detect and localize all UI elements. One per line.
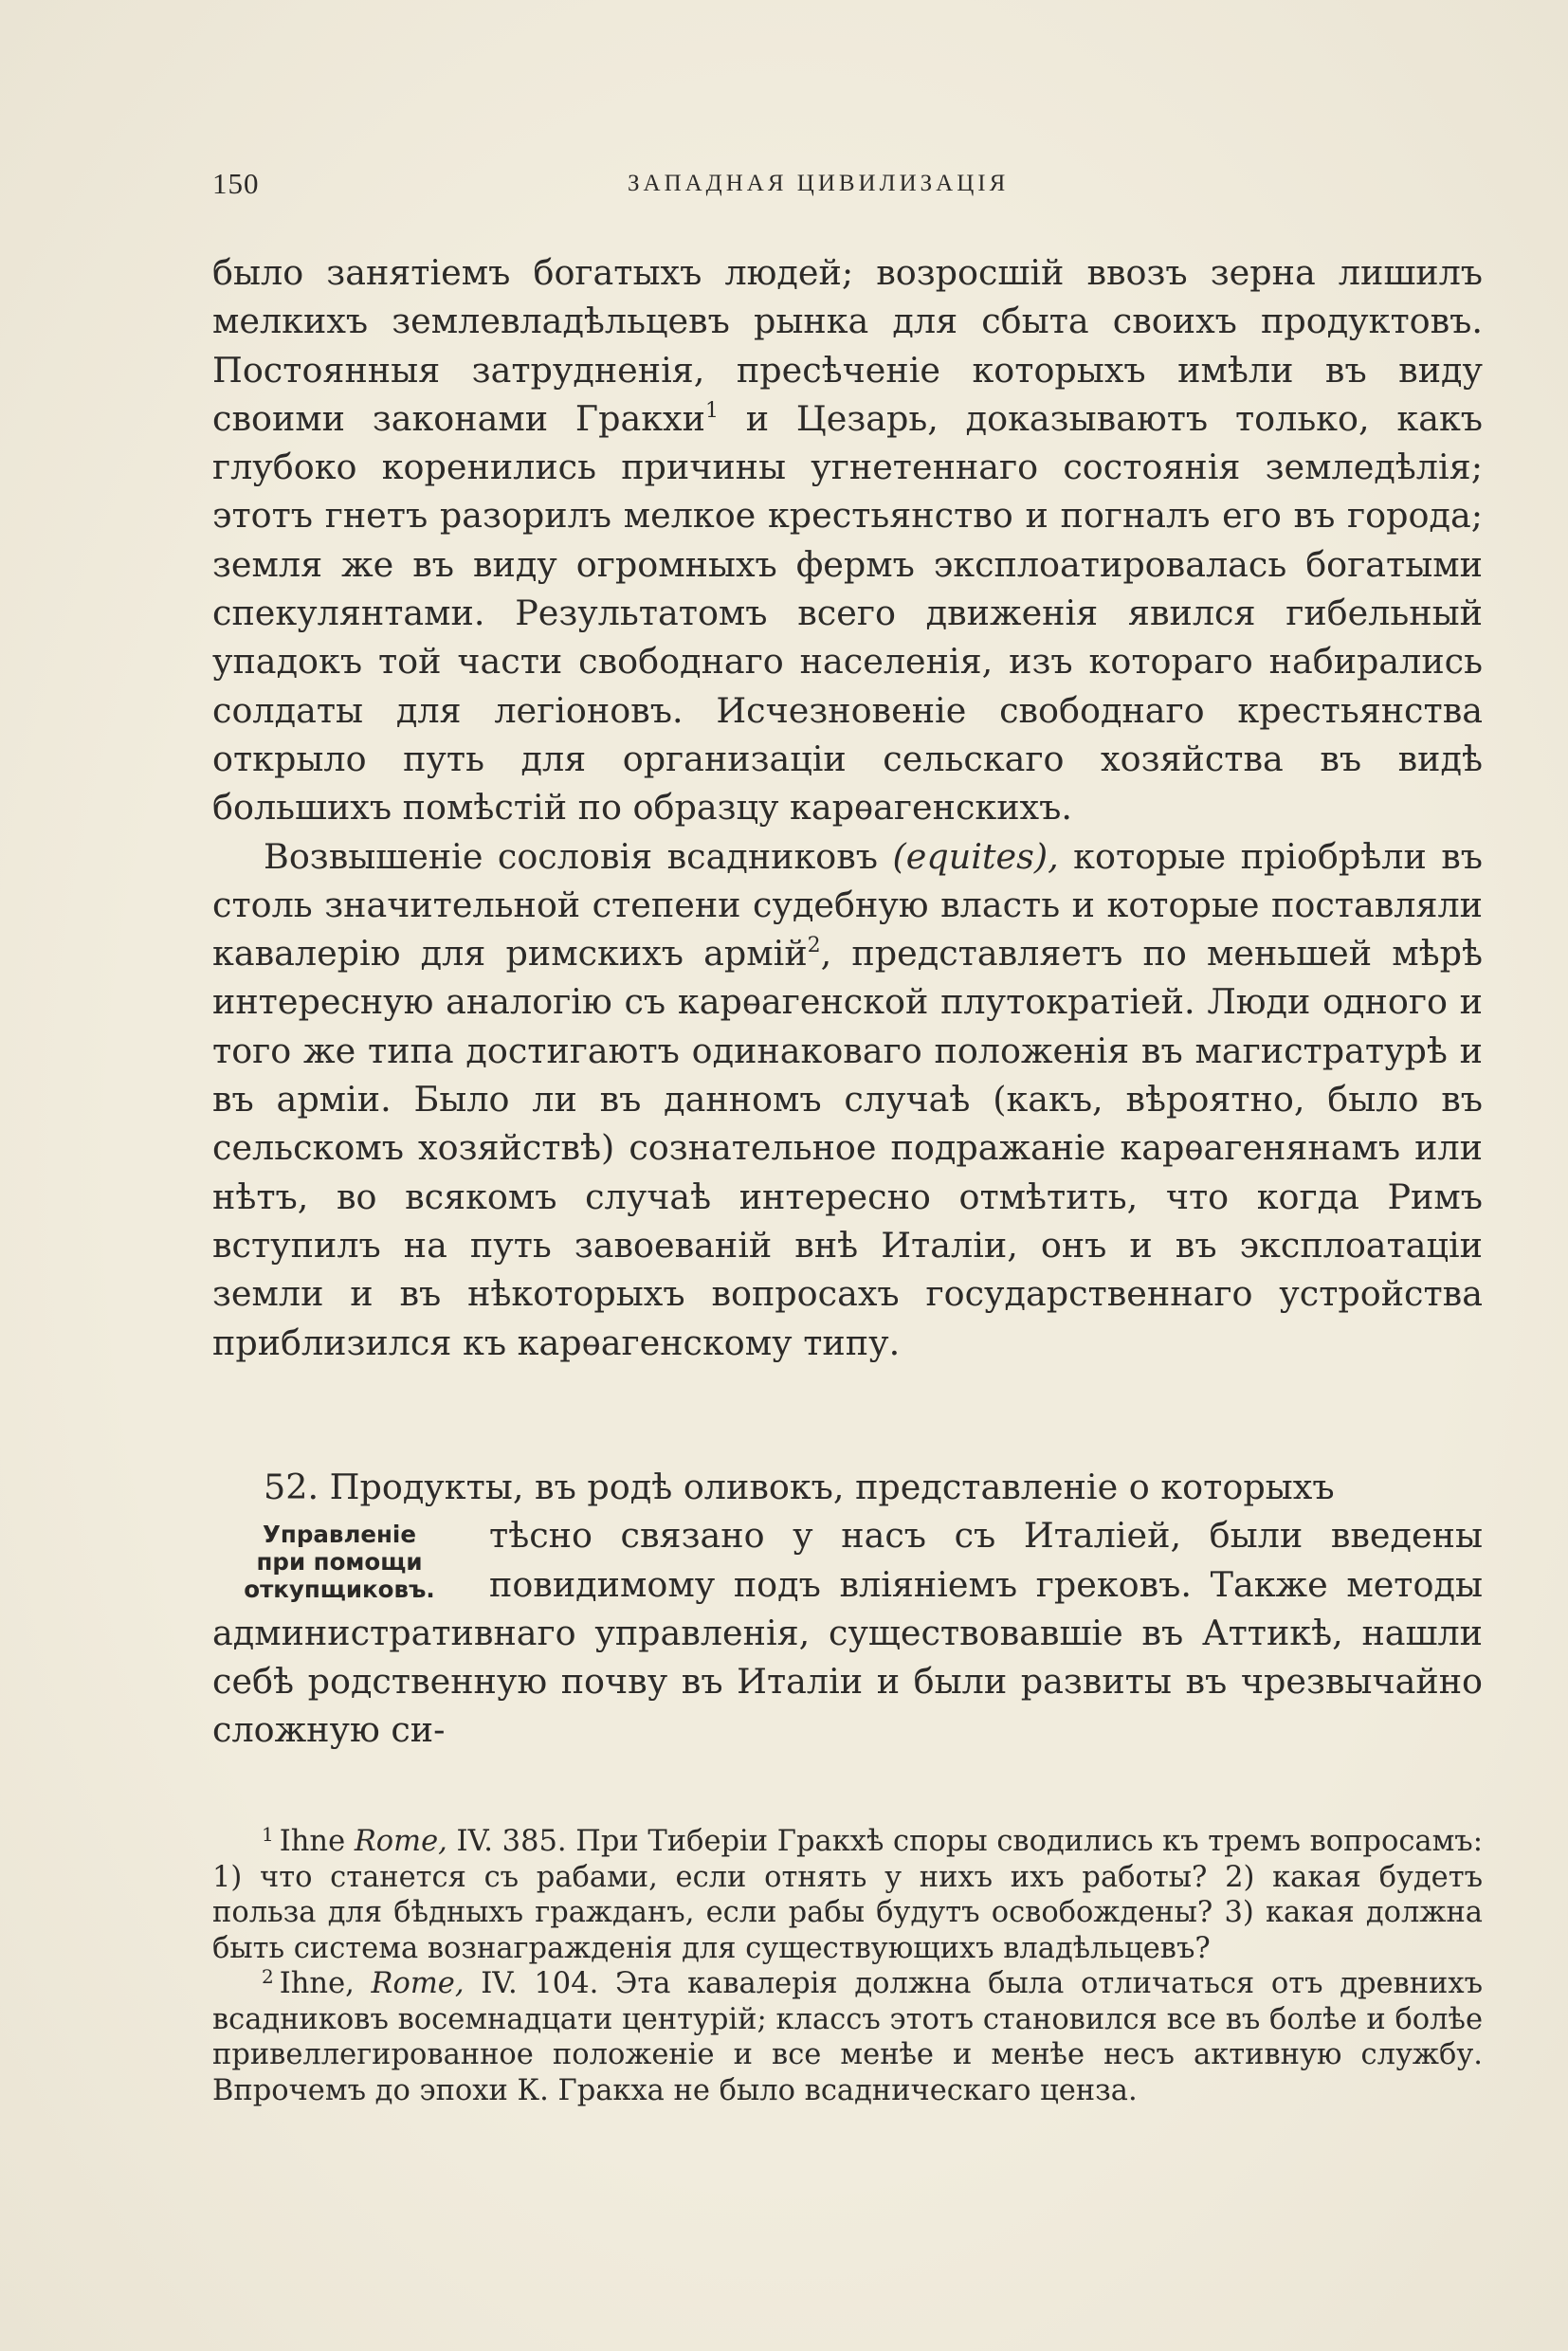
- footnote-2-title: Rome,: [371, 1967, 465, 2000]
- margin-note: [212, 1521, 466, 1603]
- footnote-ref-1: 1: [704, 398, 719, 423]
- main-text: [212, 248, 1483, 1367]
- section-52-first-line: 52. Продукты, въ родѣ оливокъ, представленіе о которыхъ: [264, 1467, 1335, 1507]
- paragraph-2-middle: которые пріобрѣли въ столь значительной степени судебную власть и которые поставляли кавалерію для римскихъ армій: [212, 835, 1483, 975]
- footnote-ref-2: 2: [807, 934, 821, 958]
- section-52-text: тѣсно связано у насъ съ Италіей, были введены повидимому подъ вліяніемъ грековъ. Также методы административнаго управленія, существовавшіе въ Аттикѣ, нашли себѣ родственную почву въ Италіи и были развиты въ чрезвычайно сложную си-: [212, 1515, 1483, 1751]
- paragraph-2-end: , представляетъ по меньшей мѣрѣ интересную аналогію съ карѳагенской плутократіей. Люди одного и того же типа достигаютъ одинаковаго положенія въ магистратурѣ и въ арміи. Было ли въ данномъ случаѣ (какъ, вѣроятно, было въ сельскомъ хозяйствѣ) сознательное подражаніе карѳагенянамъ или нѣтъ, во всякомъ случаѣ интересно отмѣтить, что когда Римъ вступилъ на путь завоеваній внѣ Италіи, онъ и въ эксплоатаціи земли и въ нѣкоторыхъ вопросахъ государственнаго устройства приблизился къ карѳагенскому типу.: [212, 933, 1483, 1363]
- page-number: 150: [212, 167, 260, 200]
- footnote-2-text: IV. 104. Эта кавалерія должна была отличаться отъ древнихъ всадниковъ восемнадцати центурій; классъ этотъ становился все въ болѣе и болѣе привеллегированное положеніе и все менѣе и менѣе несъ активную службу. Впрочемъ до эпохи К. Гракха не было всадническаго ценза.: [212, 1967, 1483, 2107]
- footnote-2: [212, 1966, 1483, 2108]
- footnote-1-number: 1: [262, 1823, 274, 1846]
- footnote-1: [212, 1824, 1483, 1966]
- footnote-2-author: Ihne,: [279, 1967, 372, 2000]
- footnotes: [212, 1824, 1483, 2108]
- paragraph-2-start: Возвышеніе сословія всадниковъ: [264, 835, 893, 877]
- running-head: ЗАПАДНАЯ ЦИВИЛИЗАЦІЯ: [628, 171, 1010, 196]
- section-52: [212, 1463, 1483, 1755]
- footnote-1-author: Ihne: [279, 1825, 355, 1858]
- equites-term: (equites),: [892, 835, 1059, 877]
- footnote-1-title: Rome,: [354, 1825, 447, 1858]
- paragraph-2: [212, 832, 1483, 1367]
- margin-note-line-1: Управленіе: [263, 1521, 416, 1549]
- paragraph-1-text: было занятіемъ богатыхъ людей; возросшій ввозъ зерна лишилъ мелкихъ землевладѣльцевъ рынка для сбыта своихъ продуктовъ. Постоянныя затрудненія, пресѣченіе которыхъ имѣли въ виду своими законами Гракхи: [212, 252, 1483, 439]
- page-header: [212, 167, 1483, 209]
- paragraph-1: [212, 248, 1483, 832]
- footnote-1-text: IV. 385. При Тиберіи Гракхѣ споры сводились къ тремъ вопросамъ: 1) что станется съ рабами, если отнять у нихъ ихъ работы? 2) какая будетъ польза для бѣдныхъ гражданъ, если рабы будутъ освобождены? 3) какая должна быть система вознагражденія для существующихъ владѣльцевъ?: [212, 1825, 1483, 1965]
- paragraph-1-continuation: и Цезарь, доказываютъ только, какъ глубоко коренились причины угнетеннаго состоянія земледѣлія; этотъ гнетъ разорилъ мелкое крестьянство и погналъ его въ города; земля же въ виду огромныхъ фермъ эксплоатировалась богатыми спекулянтами. Результатомъ всего движенія явился гибельный упадокъ той части свободнаго населенія, изъ котораго набирались солдаты для легіоновъ. Исчезновеніе свободнаго крестьянства открыло путь для организаціи сельскаго хозяйства въ видѣ большихъ помѣстій по образцу карѳагенскихъ.: [212, 397, 1484, 829]
- margin-note-line-3: откупщиковъ.: [244, 1576, 435, 1604]
- margin-note-line-2: при помощи: [256, 1548, 423, 1576]
- footnote-2-number: 2: [262, 1965, 274, 1988]
